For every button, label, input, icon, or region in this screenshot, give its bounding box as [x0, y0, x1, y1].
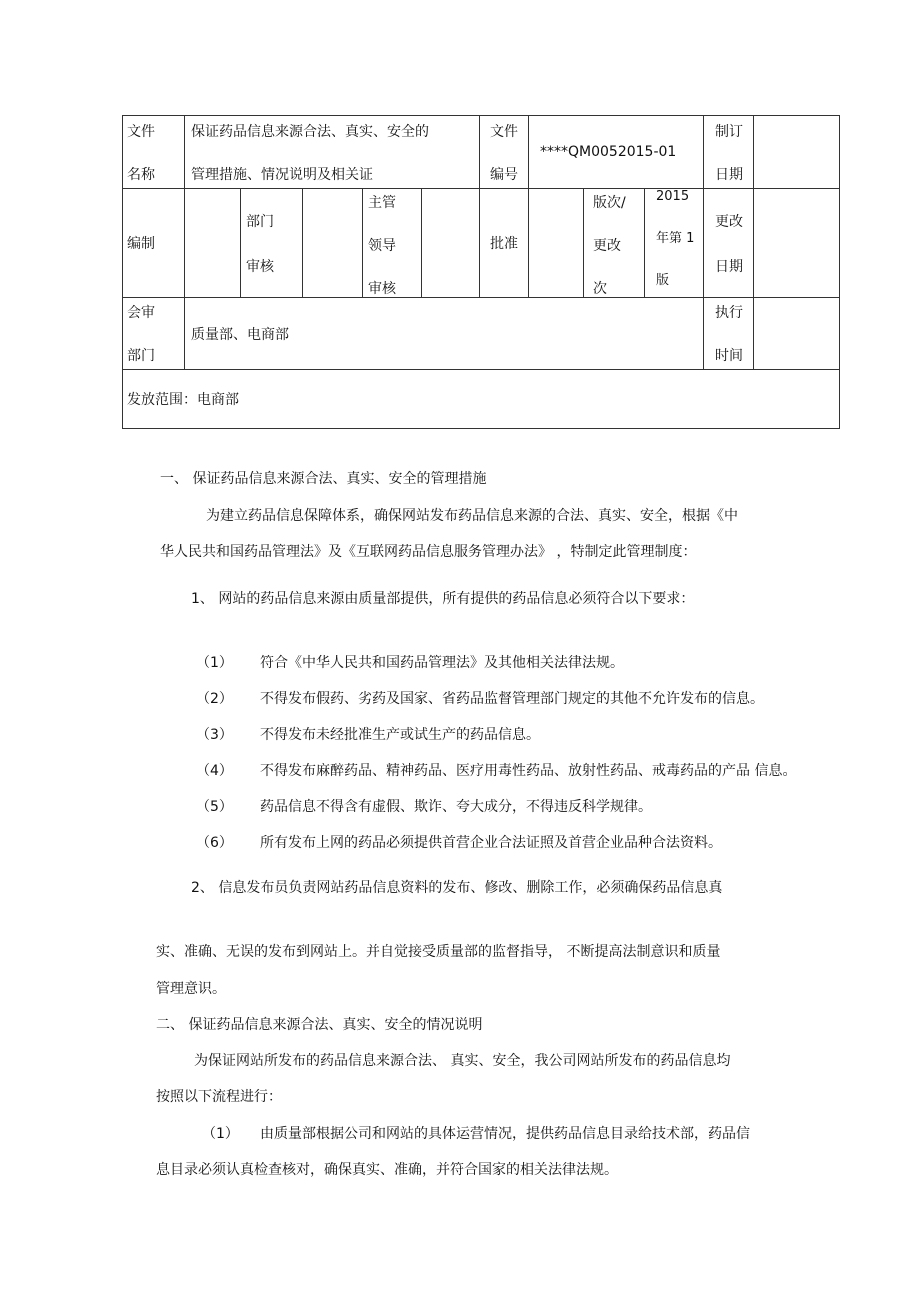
paragraph-line: 由质量部根据公司和网站的具体运营情况，提供药品信息目录给技术部，药品信 [260, 1126, 750, 1142]
dept-review-label: 部门 [246, 214, 274, 230]
table-line [753, 115, 754, 369]
change-date-label: 更改 [715, 214, 743, 230]
table-line [122, 428, 840, 429]
version-value: 年第 1 [656, 231, 695, 246]
exec-time-label: 执行 [715, 305, 743, 321]
paragraph-line: 华人民共和国药品管理法》及《互联网药品信息服务管理办法》 ，特制定此管理制度： [160, 544, 697, 560]
file-no-value: ****QM0052015-01 [540, 144, 677, 160]
dept-review-label: 审核 [246, 259, 274, 275]
file-name-label: 文件 [127, 124, 155, 140]
version-label: 更改 [593, 238, 621, 254]
table-line [421, 188, 422, 297]
paragraph-line: 为建立药品信息保障体系，确保网站发布药品信息来源的合法、真实、安全，根据《中 [206, 508, 738, 524]
chief-review-label: 审核 [368, 281, 396, 297]
file-name-label: 名称 [127, 167, 155, 183]
draft-date-label: 制订 [715, 124, 743, 140]
table-line [583, 188, 584, 297]
table-line [703, 115, 704, 369]
section-2-heading: 二、 保证药品信息来源合法、真实、安全的情况说明 [156, 1017, 483, 1033]
sub-item-text: 药品信息不得含有虚假、欺诈、夸大成分，不得违反科学规律。 [260, 799, 652, 815]
table-line [122, 369, 840, 370]
cosign-label: 会审 [127, 305, 155, 321]
table-line [240, 188, 241, 297]
table-line [122, 188, 840, 189]
table-line [644, 188, 645, 297]
sub-item-number: （3） [196, 727, 233, 743]
version-value: 版 [656, 273, 670, 288]
paragraph-line: 为保证网站所发布的药品信息来源合法、 真实、安全，我公司网站所发布的药品信息均 [194, 1053, 731, 1069]
paragraph-line: 管理意识。 [156, 981, 226, 997]
list-item: 2、 信息发布员负责网站药品信息资料的发布、修改、删除工作，必须确保药品信息真 [191, 880, 723, 896]
sub-item-number: （5） [196, 799, 233, 815]
file-no-label: 编号 [490, 167, 518, 183]
sub-item-text: 所有发布上网的药品必须提供首营企业合法证照及首营企业品种合法资料。 [260, 835, 722, 851]
sub-item-text: 不得发布麻醉药品、精神药品、医疗用毒性药品、放射性药品、戒毒药品的产品 信息。 [260, 763, 797, 779]
table-line [122, 115, 123, 429]
version-label: 次 [593, 281, 607, 297]
file-name-value: 保证药品信息来源合法、真实、安全的 [191, 124, 429, 140]
table-line [839, 115, 840, 429]
section-1-heading: 一、 保证药品信息来源合法、真实、安全的管理措施 [160, 471, 487, 487]
distribution-scope: 发放范围：电商部 [127, 392, 239, 408]
sub-item-text: 不得发布假药、劣药及国家、省药品监督管理部门规定的其他不允许发布的信息。 [260, 691, 764, 707]
sub-item-text: 不得发布未经批准生产或试生产的药品信息。 [260, 727, 540, 743]
sub-item-number: （4） [196, 763, 233, 779]
table-line [528, 115, 529, 297]
cosign-label: 部门 [127, 348, 155, 364]
file-name-value: 管理措施、情况说明及相关证 [191, 167, 373, 183]
table-line [122, 297, 840, 298]
version-value: 2015 [656, 189, 690, 204]
exec-time-label: 时间 [715, 348, 743, 364]
paragraph-line: 实、准确、无误的发布到网站上。并自觉接受质量部的监督指导， 不断提高法制意识和质量 [156, 944, 721, 960]
chief-review-label: 主管 [368, 195, 396, 211]
sub-item-number: （1） [196, 655, 233, 671]
approve-label: 批准 [490, 236, 518, 252]
table-line [479, 115, 480, 297]
version-label: 版次/ [593, 195, 626, 211]
table-line [362, 188, 363, 297]
change-date-label: 日期 [715, 259, 743, 275]
sub-item-number: （2） [196, 691, 233, 707]
cosign-value: 质量部、电商部 [191, 327, 289, 343]
compiled-label: 编制 [127, 236, 155, 252]
paragraph-line: 息目录必须认真检查核对，确保真实、准确，并符合国家的相关法律法规。 [156, 1162, 618, 1178]
sub-item-number: （6） [196, 835, 233, 851]
sub-item-text: 符合《中华人民共和国药品管理法》及其他相关法律法规。 [260, 655, 624, 671]
draft-date-label: 日期 [715, 167, 743, 183]
table-line [184, 115, 185, 369]
chief-review-label: 领导 [368, 238, 396, 254]
file-no-label: 文件 [490, 124, 518, 140]
list-item: 1、 网站的药品信息来源由质量部提供，所有提供的药品信息必须符合以下要求： [191, 591, 695, 607]
table-line [122, 115, 840, 116]
table-line [302, 188, 303, 297]
sub-item-number: （1） [202, 1126, 239, 1142]
paragraph-line: 按照以下流程进行： [156, 1089, 282, 1105]
